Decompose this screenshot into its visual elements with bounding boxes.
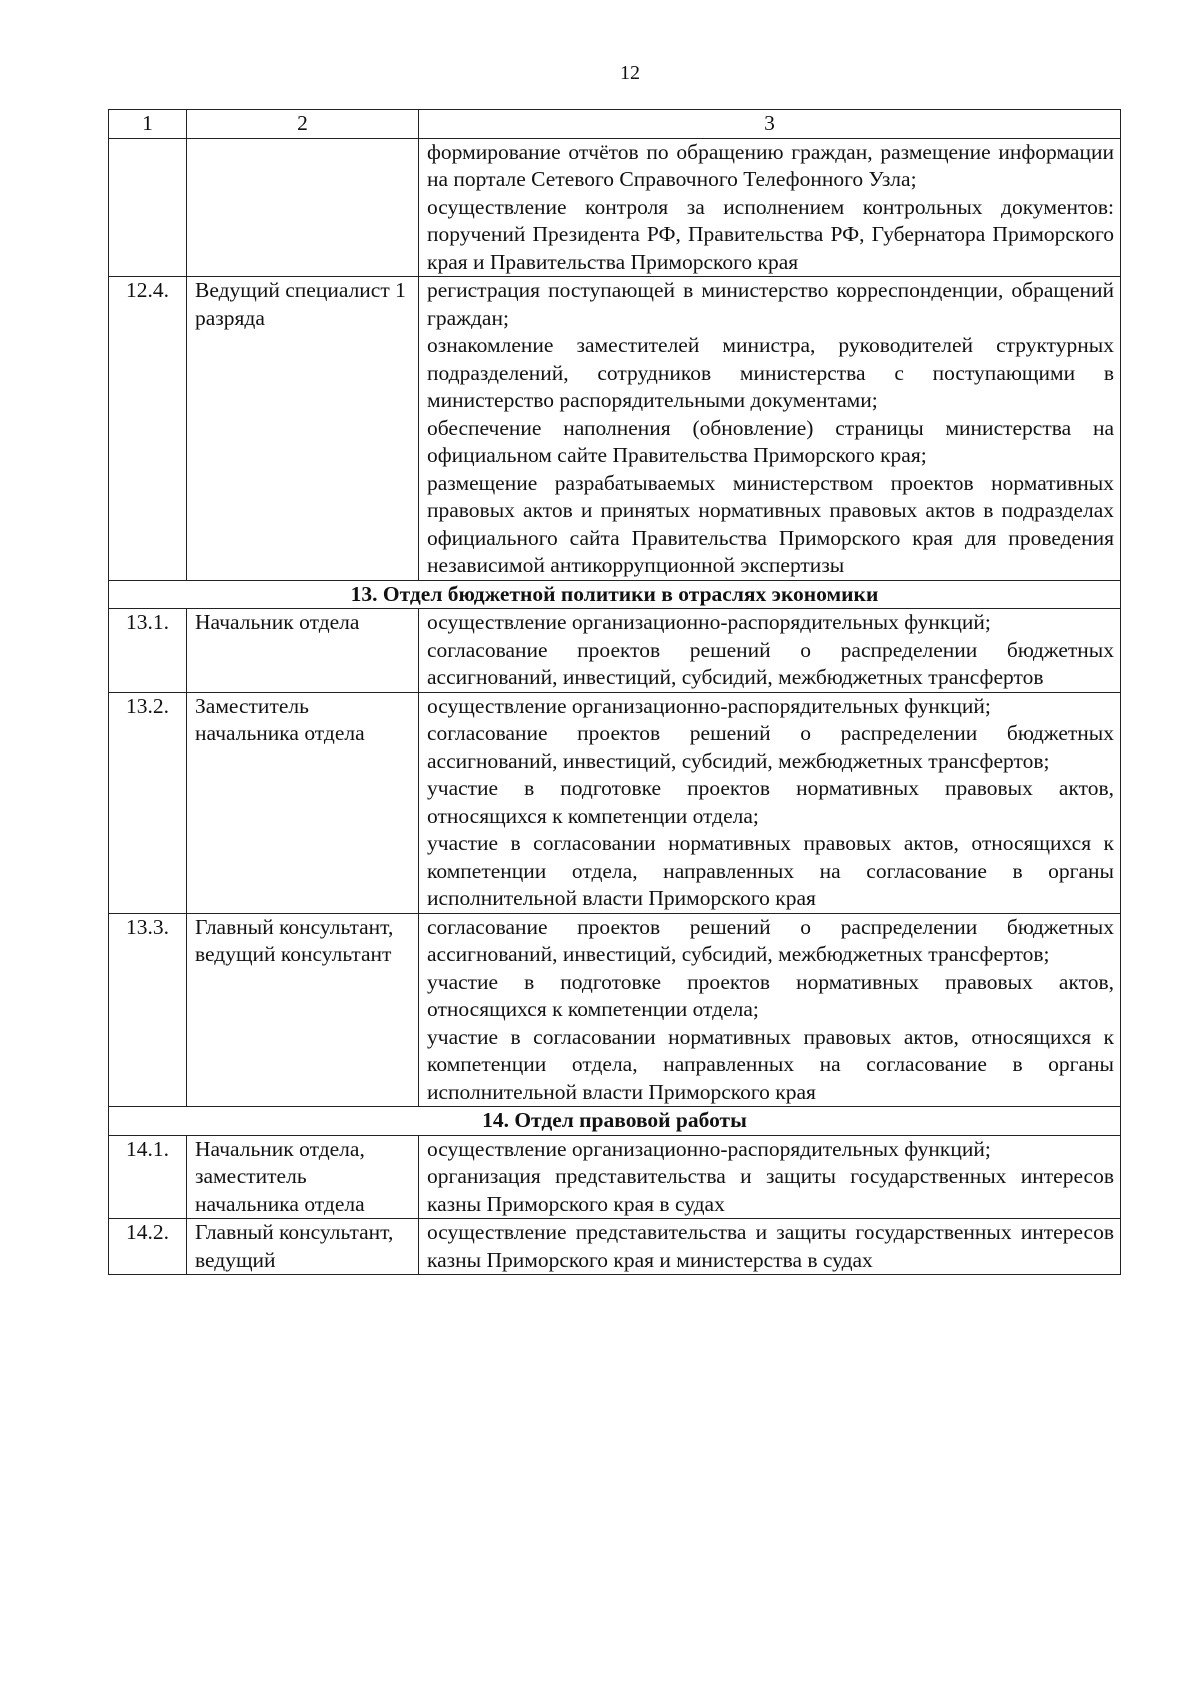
- duty-item: осуществление организационно-распорядительных функций;: [427, 693, 991, 718]
- header-cell-1: 1: [109, 110, 187, 139]
- table-header-row: [109, 110, 1121, 139]
- position-title: Начальник отдела, заместитель начальника отдела: [187, 1135, 419, 1219]
- duties-cell: [419, 692, 1121, 913]
- section-heading-row: [109, 580, 1121, 609]
- item-number: 13.1.: [109, 609, 187, 693]
- section-heading-row: [109, 1107, 1121, 1136]
- item-number: 14.2.: [109, 1219, 187, 1275]
- position-title: Начальник отдела: [187, 609, 419, 693]
- item-number: 14.1.: [109, 1135, 187, 1219]
- duty-item: согласование проектов решений о распределении бюджетных ассигнований, инвестиций, субсидий, межбюджетных трансфертов;: [427, 914, 1114, 966]
- duty-item: формирование отчётов по обращению граждан, размещение информации на портале Сетевого Справочного Телефонного Узла;: [427, 139, 1114, 191]
- duty-item: осуществление организационно-распорядительных функций;: [427, 1136, 991, 1161]
- duty-item: организация представительства и защиты государственных интересов казны Приморского края в судах: [427, 1164, 1114, 1216]
- position-title: Заместитель начальника отдела: [187, 692, 419, 913]
- position-title: [187, 138, 419, 277]
- position-title: Ведущий специалист 1 разряда: [187, 277, 419, 581]
- duties-cell: [419, 609, 1121, 693]
- item-number: 13.2.: [109, 692, 187, 913]
- duties-cell: [419, 1219, 1121, 1275]
- duty-item: ознакомление заместителей министра, руководителей структурных подразделений, сотрудников министерства с поступающими в министерство распорядительными документами;: [427, 333, 1114, 412]
- duty-item: согласование проектов решений о распределении бюджетных ассигнований, инвестиций, субсидий, межбюджетных трансфертов;: [427, 721, 1114, 773]
- header-cell-3: 3: [419, 110, 1121, 139]
- duties-cell: [419, 913, 1121, 1107]
- table-row: [109, 1219, 1121, 1275]
- duties-cell: [419, 1135, 1121, 1219]
- duty-item: участие в подготовке проектов нормативных правовых актов, относящихся к компетенции отдела;: [427, 776, 1114, 828]
- duty-item: осуществление представительства и защиты государственных интересов казны Приморского края и министерства в судах: [427, 1220, 1114, 1272]
- table-row: [109, 913, 1121, 1107]
- item-number: 13.3.: [109, 913, 187, 1107]
- duty-item: регистрация поступающей в министерство корреспонденции, обращений граждан;: [427, 278, 1114, 330]
- table-row: [109, 277, 1121, 581]
- duty-item: участие в согласовании нормативных правовых актов, относящихся к компетенции отдела, направленных на согласование в органы исполнительной власти Приморского края: [427, 831, 1114, 910]
- item-number: 12.4.: [109, 277, 187, 581]
- duty-item: участие в подготовке проектов нормативных правовых актов, относящихся к компетенции отдела;: [427, 969, 1114, 1021]
- duty-item: осуществление контроля за исполнением контрольных документов: поручений Президента РФ, Правительства РФ, Губернатора Приморского края и Правительства Приморского края: [427, 194, 1114, 274]
- table-row: [109, 138, 1121, 277]
- item-number: [109, 138, 187, 277]
- duty-item: участие в согласовании нормативных правовых актов, относящихся к компетенции отдела, направленных на согласование в органы исполнительной власти Приморского края: [427, 1024, 1114, 1104]
- duties-table: [108, 109, 1121, 1275]
- page-number: 12: [620, 62, 640, 84]
- position-title: Главный консультант, ведущий: [187, 1219, 419, 1275]
- table-row: [109, 609, 1121, 693]
- section-title: 14. Отдел правовой работы: [109, 1107, 1121, 1136]
- duties-cell: [419, 277, 1121, 581]
- duty-item: согласование проектов решений о распределении бюджетных ассигнований, инвестиций, субсидий, межбюджетных трансфертов: [427, 637, 1114, 689]
- header-cell-2: 2: [187, 110, 419, 139]
- duties-cell: [419, 138, 1121, 277]
- duty-item: обеспечение наполнения (обновление) страницы министерства на официальном сайте Правительства Приморского края;: [427, 415, 1114, 467]
- duty-item: размещение разрабатываемых министерством проектов нормативных правовых актов и принятых нормативных правовых актов в подразделах официального сайта Правительства Приморского края для проведения независимой антикоррупционной экспертизы: [427, 470, 1114, 577]
- table-row: [109, 692, 1121, 913]
- table-row: [109, 1135, 1121, 1219]
- section-title: 13. Отдел бюджетной политики в отраслях экономики: [109, 580, 1121, 609]
- duty-item: осуществление организационно-распорядительных функций;: [427, 610, 991, 634]
- position-title: Главный консультант, ведущий консультант: [187, 913, 419, 1107]
